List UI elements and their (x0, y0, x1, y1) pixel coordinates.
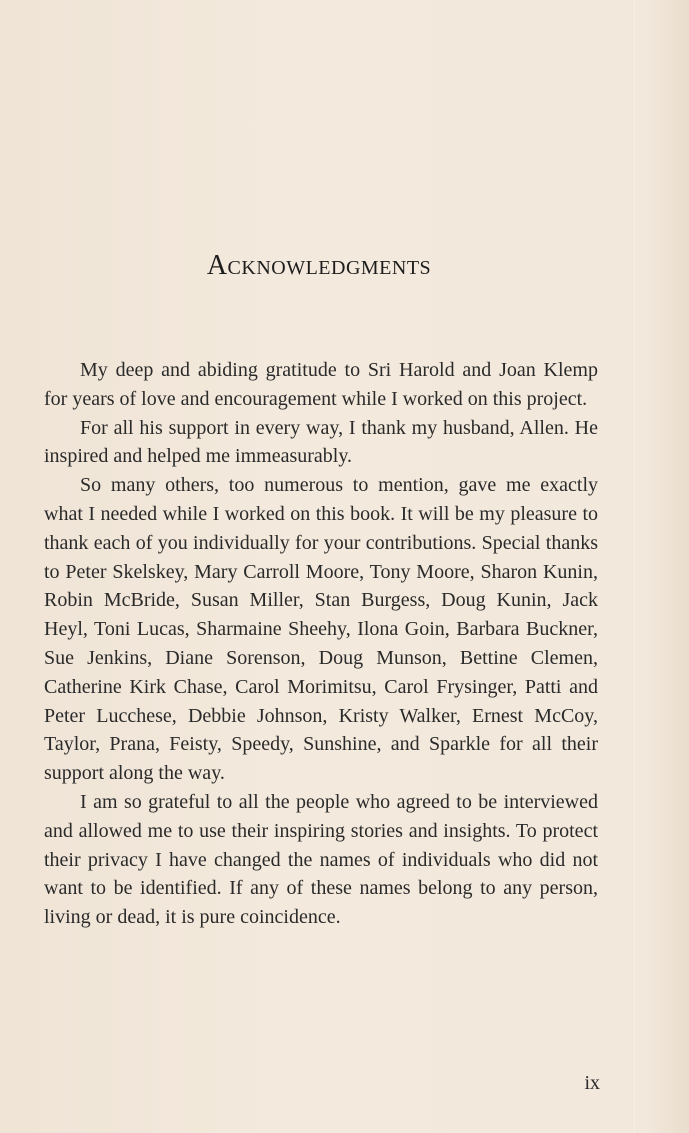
page-number: ix (584, 1072, 600, 1094)
paragraph-4: I am so grateful to all the people who agreed to be interviewed and allowed me to use their inspiring stories and insights. To protect their privacy I have changed the names of individuals who did not want to be identified. If any of these names belong to any person, living or dead, it is pure coincidence. (44, 790, 598, 929)
paragraph-1: My deep and abiding gratitude to Sri Harold and Joan Klemp for years of love and encouragement while I worked on this project. (44, 359, 598, 410)
page-edge-line (634, 0, 635, 1133)
paragraph-3: So many others, too numerous to mention, gave me exactly what I needed while I worked on this book. It will be my pleasure to thank each of you individually for your contributions. Special thanks to Peter Skelskey, Mary Carroll Moore, Tony Moore, Sharon Kunin, Robin McBride, Susan Miller, Stan Burgess, Doug Kunin, Jack Heyl, Toni Lucas, Sharmaine Sheehy, Ilona Goin, Barbara Buckner, Sue Jenkins, Diane Sorenson, Doug Munson, Bettine Clemen, Catherine Kirk Chase, Carol Morimitsu, Carol Frysinger, Patti and Peter Lucchese, Debbie Johnson, Kristy Walker, Ernest McCoy, Taylor, Prana, Feisty, Speedy, Sunshine, and Sparkle for all their support along the way. (44, 474, 598, 785)
acknowledgments-text (44, 356, 598, 932)
page-title: Acknowledgments (206, 250, 432, 281)
paragraph-2: For all his support in every way, I thank my husband, Allen. He inspired and helped me immeasurably. (44, 416, 598, 468)
